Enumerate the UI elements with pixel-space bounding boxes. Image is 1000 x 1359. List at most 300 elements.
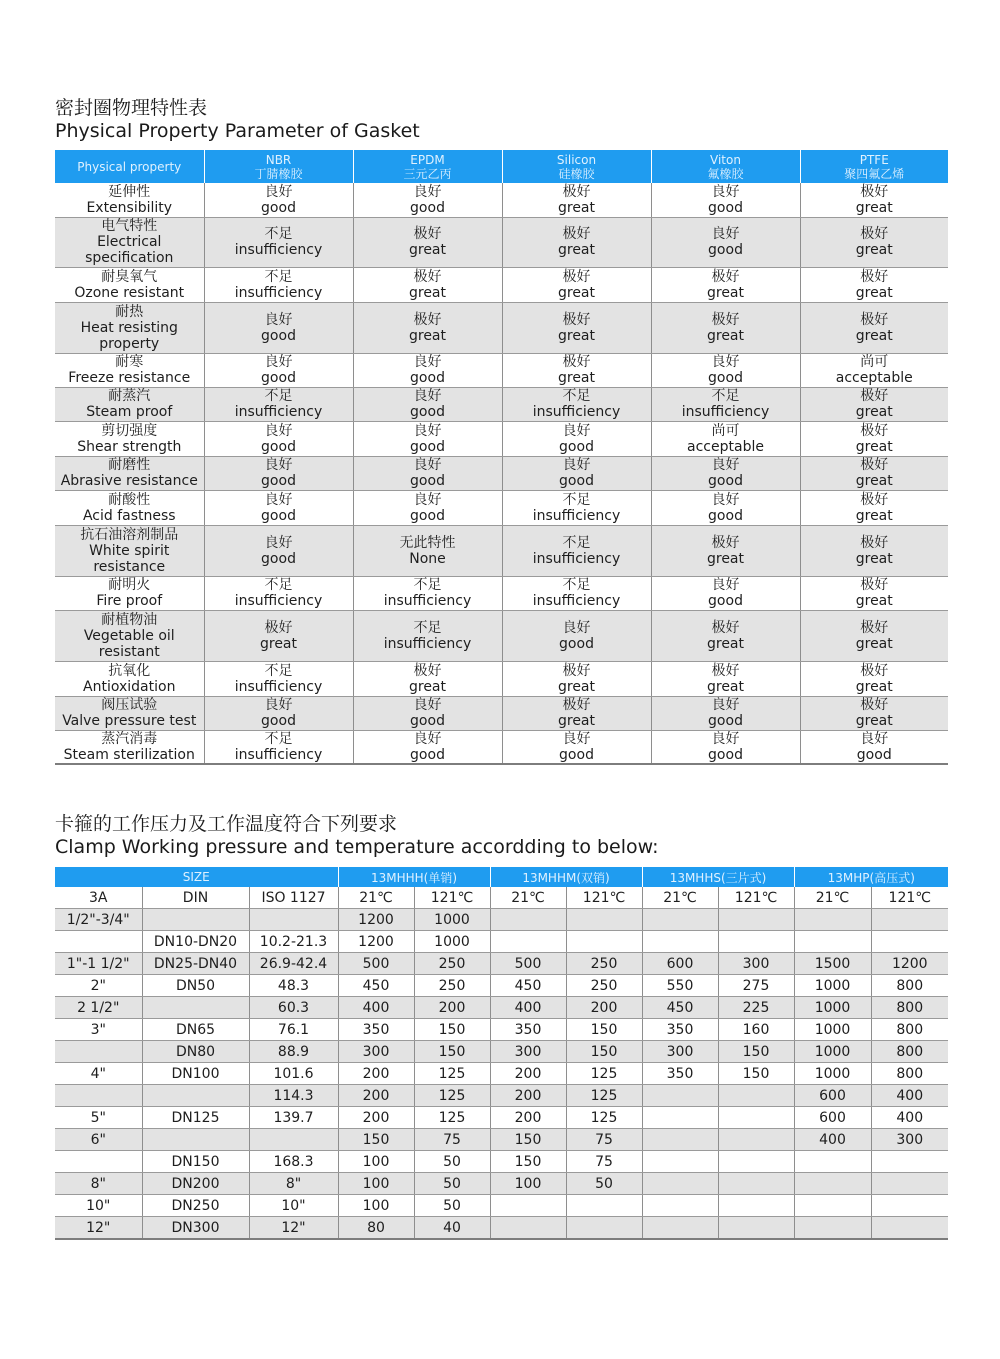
clamp-data-cell: 1000	[794, 975, 871, 997]
property-value-cell	[800, 576, 948, 610]
property-value-cell	[502, 217, 651, 267]
clamp-data-cell: 60.3	[249, 997, 338, 1019]
value-cn: 不足	[562, 491, 591, 508]
property-name-cn: 耐热	[115, 303, 144, 320]
clamp-data-cell: 200	[490, 1085, 566, 1107]
clamp-data-cell	[142, 909, 249, 931]
clamp-data-cell: 100	[490, 1173, 566, 1195]
clamp-group-header: 13MHHM(双销)	[490, 867, 642, 887]
value-cn: 不足	[413, 619, 442, 636]
property-name-cn: 耐明火	[108, 577, 151, 593]
value-en: good	[410, 438, 445, 455]
clamp-data-row	[55, 953, 948, 975]
value-en: good	[856, 746, 892, 763]
clamp-data-cell: 150	[490, 1129, 566, 1151]
gasket-property-row	[55, 302, 948, 353]
value-en: insufficiency	[234, 284, 323, 301]
value-cn: 极好	[860, 268, 889, 285]
clamp-data-row	[55, 997, 948, 1019]
clamp-data-cell: 12"	[55, 1217, 142, 1240]
clamp-data-cell: 250	[414, 953, 490, 975]
clamp-subheader-cell: DIN	[142, 887, 249, 909]
clamp-pressure-table	[55, 867, 948, 1240]
clamp-data-cell: 400	[871, 1085, 948, 1107]
value-en: great	[855, 473, 893, 489]
gasket-property-row	[55, 525, 948, 576]
clamp-data-cell: 76.1	[249, 1019, 338, 1041]
clamp-data-cell: 250	[566, 975, 642, 997]
property-value-cell	[204, 696, 353, 730]
clamp-data-cell: 5"	[55, 1107, 142, 1129]
value-en: good	[261, 713, 296, 729]
clamp-data-cell: 150	[718, 1041, 794, 1063]
value-en: good	[410, 746, 445, 763]
clamp-data-cell	[249, 909, 338, 931]
clamp-data-cell	[55, 1085, 142, 1107]
property-value-cell	[204, 661, 353, 696]
value-en: good	[708, 593, 743, 609]
clamp-data-cell: 800	[871, 1063, 948, 1085]
property-value-cell	[502, 490, 651, 525]
gasket-property-row	[55, 576, 948, 610]
value-cn: 不足	[711, 388, 740, 404]
value-en: great	[706, 635, 745, 652]
property-value-cell	[800, 490, 948, 525]
value-en: insufficiency	[532, 593, 621, 609]
property-value-cell	[502, 610, 651, 661]
value-cn: 极好	[711, 662, 740, 679]
value-cn: 良好	[562, 730, 591, 747]
property-name-cn: 电气特性	[101, 218, 158, 234]
clamp-data-cell: 1200	[338, 909, 414, 931]
value-cn: 极好	[860, 534, 889, 551]
property-name-en: Valve pressure test	[62, 713, 197, 729]
clamp-data-cell	[642, 1195, 718, 1217]
value-en: great	[408, 327, 447, 344]
property-name-en: Abrasive resistance	[60, 473, 198, 489]
clamp-data-cell: 75	[566, 1151, 642, 1173]
header-label: Physical property	[77, 159, 182, 174]
clamp-data-row	[55, 909, 948, 931]
clamp-data-cell	[642, 1217, 718, 1240]
clamp-data-cell: 450	[338, 975, 414, 997]
property-name-cn: 抗石油溶剂制品	[80, 526, 179, 543]
property-value-cell	[502, 576, 651, 610]
property-value-cell	[502, 353, 651, 387]
clamp-data-cell: 125	[414, 1063, 490, 1085]
property-value-cell	[204, 456, 353, 490]
clamp-subheader-cell: 21℃	[338, 887, 414, 909]
property-value-cell	[353, 576, 502, 610]
value-en: good	[261, 370, 296, 386]
clamp-data-cell: 400	[338, 997, 414, 1019]
property-value-cell	[204, 267, 353, 302]
value-en: good	[559, 438, 594, 455]
property-name-en: White spirit resistance	[89, 542, 170, 575]
gasket-property-row	[55, 217, 948, 267]
property-value-cell	[353, 217, 502, 267]
property-value-cell	[800, 217, 948, 267]
property-value-cell	[353, 661, 502, 696]
property-value-cell	[651, 490, 800, 525]
clamp-data-cell: 400	[794, 1129, 871, 1151]
value-cn: 良好	[711, 697, 740, 713]
clamp-data-cell: 1000	[794, 997, 871, 1019]
clamp-data-cell	[871, 1173, 948, 1195]
value-cn: 良好	[711, 183, 740, 200]
clamp-data-cell	[718, 1107, 794, 1129]
value-en: insufficiency	[234, 593, 323, 609]
clamp-data-cell	[794, 1151, 871, 1173]
clamp-data-cell: 160	[718, 1019, 794, 1041]
header-label: Viton	[710, 152, 741, 167]
property-name-cell	[55, 183, 204, 217]
clamp-data-cell: 125	[566, 1085, 642, 1107]
clamp-data-row	[55, 1063, 948, 1085]
clamp-data-row	[55, 975, 948, 997]
property-name-cn: 阀压试验	[101, 697, 158, 713]
value-cn: 极好	[264, 619, 293, 636]
clamp-data-cell: 400	[871, 1107, 948, 1129]
clamp-data-cell: 200	[566, 997, 642, 1019]
gasket-header-cell	[353, 150, 502, 183]
value-en: great	[706, 327, 745, 344]
clamp-data-cell	[871, 909, 948, 931]
clamp-data-cell	[718, 1173, 794, 1195]
value-cn: 极好	[860, 577, 889, 593]
value-cn: 良好	[413, 183, 442, 200]
value-cn: 极好	[413, 662, 442, 679]
property-name-en: Steam proof	[86, 404, 173, 420]
value-en: great	[408, 242, 447, 258]
value-cn: 不足	[264, 577, 293, 593]
gasket-property-row	[55, 183, 948, 217]
property-value-cell	[502, 730, 651, 764]
clamp-subheader-cell: 121℃	[871, 887, 948, 909]
value-en: great	[855, 438, 893, 455]
clamp-data-cell: 150	[566, 1019, 642, 1041]
clamp-data-cell: 1000	[794, 1019, 871, 1041]
clamp-data-cell: 300	[871, 1129, 948, 1151]
value-en: insufficiency	[234, 242, 323, 258]
clamp-data-cell: 500	[338, 953, 414, 975]
property-value-cell	[502, 696, 651, 730]
clamp-data-cell: 800	[871, 1019, 948, 1041]
gasket-header-cell	[651, 150, 800, 183]
clamp-data-cell: 2"	[55, 975, 142, 997]
clamp-data-cell: 50	[414, 1173, 490, 1195]
value-en: good	[410, 713, 445, 729]
property-name-en: Shear strength	[77, 438, 182, 455]
value-en: great	[855, 678, 893, 695]
clamp-data-cell	[490, 1195, 566, 1217]
property-name-en: Antioxidation	[83, 678, 176, 695]
value-cn: 良好	[264, 422, 293, 439]
clamp-data-cell: 350	[642, 1019, 718, 1041]
clamp-data-cell	[718, 931, 794, 953]
clamp-data-cell	[871, 1195, 948, 1217]
property-value-cell	[651, 353, 800, 387]
property-value-cell	[651, 610, 800, 661]
value-cn: 尚可	[711, 422, 740, 439]
header-label: NBR	[265, 152, 292, 167]
clamp-subheader-cell: 3A	[55, 887, 142, 909]
clamp-data-cell: 101.6	[249, 1063, 338, 1085]
property-name-en: Extensibility	[86, 199, 173, 216]
property-name-cell	[55, 421, 204, 456]
clamp-data-cell: 200	[338, 1107, 414, 1129]
value-cn: 良好	[711, 491, 740, 508]
clamp-data-cell: 139.7	[249, 1107, 338, 1129]
value-cn: 良好	[711, 226, 740, 242]
property-name-cn: 耐臭氧气	[101, 268, 158, 285]
clamp-data-cell: 1000	[414, 931, 490, 953]
clamp-data-cell: 114.3	[249, 1085, 338, 1107]
clamp-data-cell: 75	[566, 1129, 642, 1151]
value-cn: 尚可	[860, 354, 889, 370]
clamp-data-cell: 12"	[249, 1217, 338, 1240]
property-value-cell	[502, 456, 651, 490]
property-value-cell	[204, 525, 353, 576]
clamp-group-header-row	[55, 867, 948, 887]
clamp-data-cell	[642, 1085, 718, 1107]
clamp-data-cell: 80	[338, 1217, 414, 1240]
property-value-cell	[353, 387, 502, 421]
clamp-data-cell: 50	[414, 1195, 490, 1217]
value-cn: 极好	[562, 226, 591, 242]
value-cn: 不足	[562, 534, 591, 551]
clamp-subheader-cell: 121℃	[566, 887, 642, 909]
clamp-data-cell	[566, 1217, 642, 1240]
value-cn: 极好	[562, 268, 591, 285]
value-cn: 良好	[562, 619, 591, 636]
value-en: insufficiency	[532, 550, 621, 567]
clamp-data-cell: 250	[414, 975, 490, 997]
value-en: good	[261, 199, 296, 216]
property-value-cell	[204, 183, 353, 217]
value-en: great	[557, 327, 596, 344]
clamp-data-cell	[490, 931, 566, 953]
clamp-data-cell: 125	[566, 1107, 642, 1129]
clamp-section-title	[55, 815, 659, 857]
property-name-cell	[55, 525, 204, 576]
value-cn: 极好	[711, 311, 740, 328]
value-cn: 良好	[264, 534, 293, 551]
clamp-title-en: Clamp Working pressure and temperature accordding to below:	[55, 836, 659, 858]
clamp-data-cell: 200	[414, 997, 490, 1019]
property-value-cell	[651, 302, 800, 353]
clamp-data-cell: 350	[642, 1063, 718, 1085]
clamp-data-cell: 800	[871, 997, 948, 1019]
gasket-title-en: Physical Property Parameter of Gasket	[55, 120, 420, 142]
clamp-data-cell	[871, 1217, 948, 1240]
gasket-property-row	[55, 456, 948, 490]
clamp-data-cell	[794, 1173, 871, 1195]
clamp-data-cell	[794, 931, 871, 953]
property-value-cell	[800, 183, 948, 217]
clamp-data-cell: 10"	[55, 1195, 142, 1217]
clamp-data-cell: 1/2"-3/4"	[55, 909, 142, 931]
gasket-property-row	[55, 730, 948, 764]
clamp-data-cell: 1200	[871, 953, 948, 975]
gasket-header-cell	[800, 150, 948, 183]
clamp-data-cell	[490, 909, 566, 931]
value-cn: 极好	[711, 619, 740, 636]
clamp-data-cell	[642, 909, 718, 931]
value-cn: 极好	[860, 183, 889, 200]
clamp-data-cell	[142, 997, 249, 1019]
clamp-data-row	[55, 1041, 948, 1063]
property-value-cell	[800, 525, 948, 576]
value-cn: 极好	[562, 354, 591, 370]
value-en: great	[855, 713, 893, 729]
clamp-data-cell: 200	[338, 1063, 414, 1085]
clamp-data-cell: 40	[414, 1217, 490, 1240]
clamp-data-cell: 600	[794, 1107, 871, 1129]
clamp-data-cell	[142, 1129, 249, 1151]
property-value-cell	[502, 183, 651, 217]
clamp-data-cell: 400	[490, 997, 566, 1019]
value-en: good	[708, 242, 743, 258]
gasket-property-row	[55, 661, 948, 696]
clamp-data-cell: 550	[642, 975, 718, 997]
value-cn: 良好	[413, 730, 442, 747]
property-value-cell	[800, 456, 948, 490]
property-value-cell	[800, 661, 948, 696]
value-cn: 极好	[413, 311, 442, 328]
property-value-cell	[502, 421, 651, 456]
value-en: great	[557, 370, 596, 386]
value-en: None	[409, 550, 446, 567]
property-name-cell	[55, 267, 204, 302]
clamp-data-cell: 50	[414, 1151, 490, 1173]
clamp-data-cell: 300	[642, 1041, 718, 1063]
value-cn: 不足	[562, 577, 591, 593]
property-value-cell	[353, 730, 502, 764]
property-name-cell	[55, 353, 204, 387]
clamp-data-cell: 600	[642, 953, 718, 975]
clamp-data-cell: 300	[338, 1041, 414, 1063]
value-en: good	[708, 507, 743, 524]
value-en: good	[261, 438, 296, 455]
header-label: PTFE	[859, 152, 889, 167]
clamp-data-cell	[55, 931, 142, 953]
value-en: great	[408, 284, 447, 301]
property-value-cell	[651, 576, 800, 610]
gasket-header-row	[55, 150, 948, 183]
clamp-data-cell: DN300	[142, 1217, 249, 1240]
property-name-cn: 耐蒸汽	[108, 388, 151, 404]
clamp-data-row	[55, 1107, 948, 1129]
property-value-cell	[353, 490, 502, 525]
header-label: EPDM	[410, 152, 445, 167]
clamp-data-cell	[871, 931, 948, 953]
value-en: good	[708, 713, 743, 729]
property-name-cell	[55, 696, 204, 730]
property-name-cell	[55, 456, 204, 490]
property-value-cell	[800, 730, 948, 764]
property-value-cell	[800, 302, 948, 353]
value-cn: 良好	[264, 697, 293, 713]
gasket-property-row	[55, 387, 948, 421]
value-en: insufficiency	[532, 507, 621, 524]
clamp-data-cell: 8"	[55, 1173, 142, 1195]
value-cn: 极好	[860, 491, 889, 508]
property-name-cell	[55, 490, 204, 525]
gasket-property-row	[55, 267, 948, 302]
property-value-cell	[353, 353, 502, 387]
value-en: great	[855, 593, 893, 609]
value-en: great	[557, 713, 596, 729]
clamp-data-row	[55, 931, 948, 953]
clamp-group-header: 13MHP(高压式)	[794, 867, 948, 887]
clamp-data-cell: 100	[338, 1195, 414, 1217]
property-name-en: Freeze resistance	[68, 370, 191, 386]
property-name-cn: 耐寒	[115, 354, 144, 370]
value-cn: 极好	[860, 226, 889, 242]
value-cn: 极好	[860, 662, 889, 679]
clamp-data-cell: 1000	[794, 1063, 871, 1085]
clamp-subheader-cell: 121℃	[718, 887, 794, 909]
value-en: good	[559, 635, 594, 652]
property-name-cn: 抗氧化	[108, 662, 151, 679]
clamp-data-cell: DN10-DN20	[142, 931, 249, 953]
clamp-subheader-row	[55, 887, 948, 909]
clamp-data-cell: DN125	[142, 1107, 249, 1129]
clamp-data-cell	[718, 1129, 794, 1151]
property-value-cell	[800, 696, 948, 730]
gasket-property-row	[55, 421, 948, 456]
property-value-cell	[353, 525, 502, 576]
property-name-cn: 延伸性	[108, 183, 151, 200]
value-en: great	[855, 327, 893, 344]
gasket-property-table	[55, 150, 948, 765]
clamp-data-cell: DN25-DN40	[142, 953, 249, 975]
value-cn: 良好	[413, 697, 442, 713]
clamp-data-cell: 88.9	[249, 1041, 338, 1063]
clamp-data-cell: DN150	[142, 1151, 249, 1173]
clamp-data-cell	[718, 1085, 794, 1107]
value-cn: 不足	[264, 388, 293, 404]
property-value-cell	[800, 353, 948, 387]
clamp-data-cell: 2 1/2"	[55, 997, 142, 1019]
property-value-cell	[502, 302, 651, 353]
value-en: insufficiency	[532, 404, 621, 420]
clamp-title-cn: 卡箍的工作压力及工作温度符合下列要求	[55, 813, 398, 835]
clamp-data-cell	[642, 1129, 718, 1151]
property-name-cell	[55, 661, 204, 696]
property-value-cell	[651, 183, 800, 217]
value-cn: 良好	[264, 183, 293, 200]
property-value-cell	[502, 525, 651, 576]
property-name-en: Acid fastness	[82, 507, 176, 524]
property-value-cell	[353, 183, 502, 217]
value-en: insufficiency	[234, 746, 323, 763]
clamp-data-cell: 800	[871, 1041, 948, 1063]
property-value-cell	[204, 217, 353, 267]
value-cn: 良好	[711, 577, 740, 593]
value-cn: 极好	[562, 662, 591, 679]
property-name-cn: 耐植物油	[101, 611, 158, 628]
clamp-data-cell: DN200	[142, 1173, 249, 1195]
clamp-data-cell: 150	[566, 1041, 642, 1063]
clamp-data-cell	[718, 1217, 794, 1240]
clamp-data-cell	[566, 931, 642, 953]
clamp-data-cell: 200	[490, 1107, 566, 1129]
value-cn: 不足	[562, 388, 591, 404]
clamp-data-cell: 1000	[414, 909, 490, 931]
value-cn: 不足	[264, 268, 293, 285]
